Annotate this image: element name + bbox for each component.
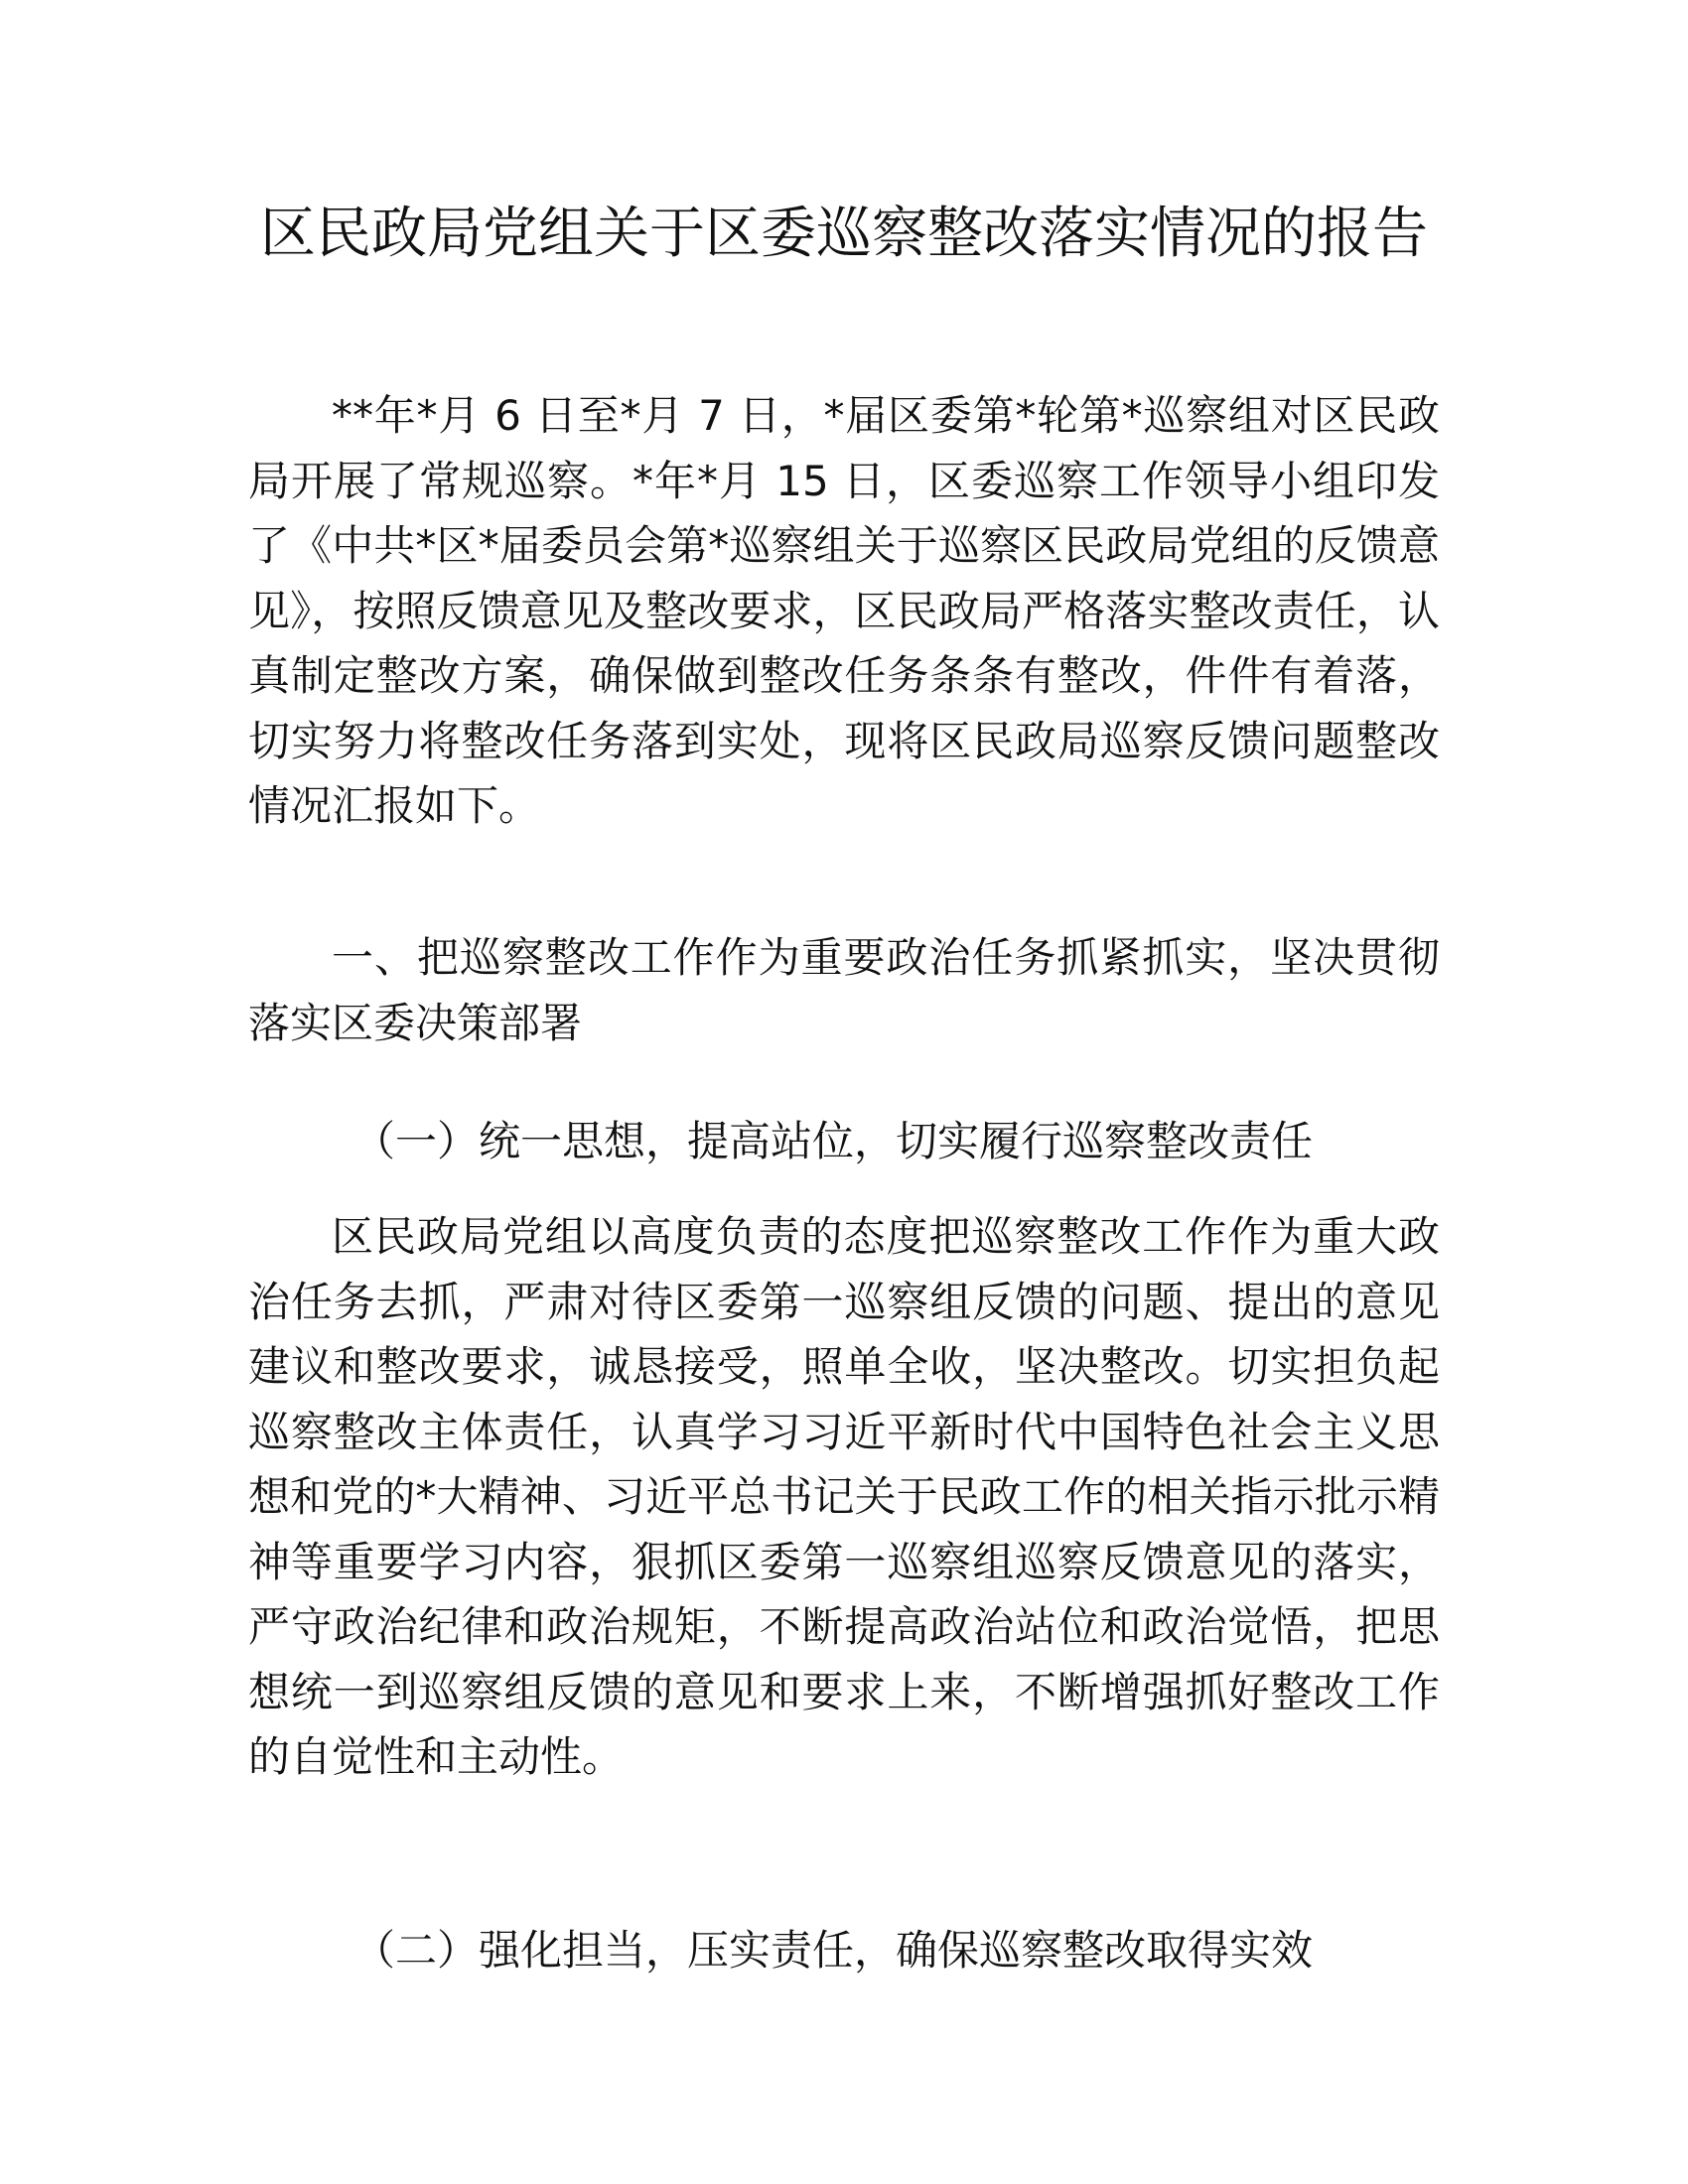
document-title: 区民政局党组关于区委巡察整改落实情况的报告 [260, 202, 1428, 266]
section-heading-1: 一、把巡察整改工作作为重要政治任务抓紧抓实，坚决贯彻落实区委决策部署 [248, 933, 1440, 1047]
body-paragraph: 区民政局党组以高度负责的态度把巡察整改工作作为重大政治任务去抓，严肃对待区委第一巡察组反馈的问题、提出的意见建议和整改要求，诚恳接受，照单全收，坚决整改。切实担负起巡察整改主体责任，认真学习习近平新时代中国特色社会主义思想和党的*大精神、习近平总书记关于民政工作的相关指示批示精神等重要学习内容，狠抓区委第一巡察组巡察反馈意见的落实，严守政治纪律和政治规矩，不断提高政治站位和政治觉悟，把思想统一到巡察组反馈的意见和要求上来，不断增强抓好整改工作的自觉性和主动性。 [248, 1212, 1440, 1781]
intro-paragraph: **年*月 6 日至*月 7 日，*届区委第*轮第*巡察组对区民政局开展了常规巡察。*年*月 15 日，区委巡察工作领导小组印发了《中共*区*届委员会第*巡察组关于巡察区民政局党组的反馈意见》，按照反馈意见及整改要求，区民政局严格落实整改责任，认真制定整改方案，确保做到整改任务条条有整改，件件有着落，切实努力将整改任务落到实处，现将区民政局巡察反馈问题整改情况汇报如下。 [248, 391, 1440, 830]
subsection-heading-1: （一）统一思想，提高站位，切实履行巡察整改责任 [353, 1117, 1314, 1165]
subsection-heading-2: （二）强化担当，压实责任，确保巡察整改取得实效 [353, 1926, 1314, 1975]
